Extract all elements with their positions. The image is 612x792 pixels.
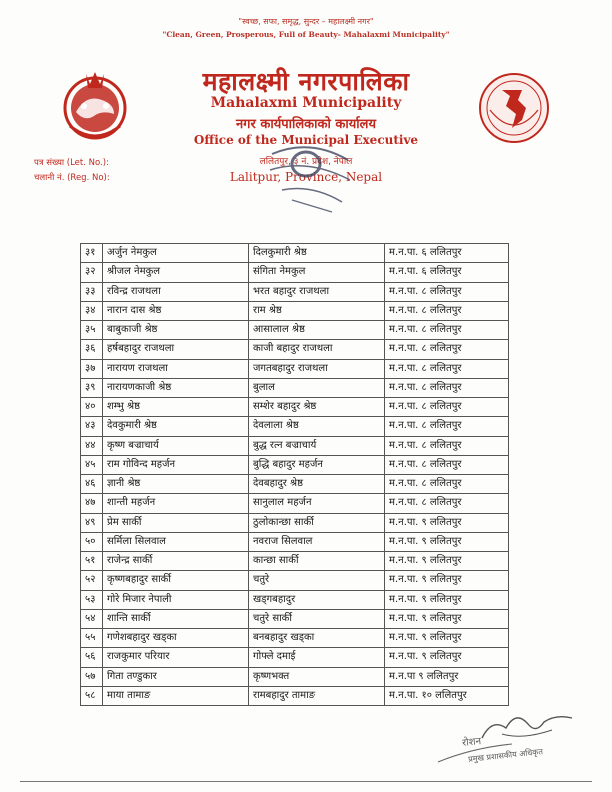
table-row (81, 436, 509, 455)
row-number: ५० (81, 532, 103, 551)
person-name: राजकुमार परियार (103, 648, 249, 667)
person-name: गोरे मिजार नेपाली (103, 590, 249, 609)
person-name: नारान दास श्रेष्ठ (103, 301, 249, 320)
parent-name: नवराज सिलवाल (249, 532, 385, 551)
table-row (81, 648, 509, 667)
row-number: ५४ (81, 609, 103, 628)
person-name: शान्ती महर्जन (103, 494, 249, 513)
person-name: ज्ञानी श्रेष्ठ (103, 475, 249, 494)
row-number: ४७ (81, 494, 103, 513)
address-cell: म.न.पा. ८ ललितपुर (385, 475, 509, 494)
slogan-nepali: "स्वच्छ, सफा, समृद्ध, सुन्दर – महालक्ष्मी नगर" (238, 17, 374, 26)
table-row (81, 378, 509, 397)
parent-name: काजी बहादुर राजथला (249, 340, 385, 359)
registration-number-label: चलानी नं. (Reg. No): (34, 173, 110, 183)
footer-divider (20, 781, 592, 782)
address-cell: म.न.पा. ८ ललितपुर (385, 455, 509, 474)
parent-name: आसालाल श्रेष्ठ (249, 321, 385, 340)
person-name: हर्षबहादुर राजथला (103, 340, 249, 359)
row-number: ४३ (81, 417, 103, 436)
table-row (81, 244, 509, 263)
row-number: ३१ (81, 244, 103, 263)
address-english: Lalitpur, Province, Nepal (229, 170, 383, 184)
parent-name: राम श्रेष्ठ (249, 301, 385, 320)
letter-number-label: पत्र संख्या (Let. No.): (34, 158, 109, 168)
row-number: ४० (81, 398, 103, 417)
address-cell: म.न.पा. ९ ललितपुर (385, 513, 509, 532)
address-cell: म.न.पा. ९ ललितपुर (385, 571, 509, 590)
row-number: ५३ (81, 590, 103, 609)
table-row (81, 513, 509, 532)
row-number: ५२ (81, 571, 103, 590)
table-row (81, 629, 509, 648)
table-row (81, 301, 509, 320)
table-row (81, 571, 509, 590)
office-title-nepali: नगर कार्यपालिकाको कार्यालय (235, 117, 377, 132)
address-cell: म.न.पा. ८ ललितपुर (385, 494, 509, 513)
signatory-name: रोशन (461, 736, 482, 749)
person-name: अर्जुन नेमकुल (103, 244, 249, 263)
table-row (81, 494, 509, 513)
person-name: प्रेम सार्की (103, 513, 249, 532)
row-number: ५५ (81, 629, 103, 648)
table-row (81, 475, 509, 494)
person-name: गणेशबहादुर खड्का (103, 629, 249, 648)
person-name: राम गोविन्द महर्जन (103, 455, 249, 474)
parent-name: दिलकुमारी श्रेष्ठ (249, 244, 385, 263)
address-cell: म.न.पा. ९ ललितपुर (385, 609, 509, 628)
parent-name: जगतबहादुर राजथला (249, 359, 385, 378)
parent-name: कृष्णभक्त (249, 667, 385, 686)
row-number: ५१ (81, 552, 103, 571)
table-row (81, 455, 509, 474)
row-number: ५७ (81, 667, 103, 686)
municipality-title-nepali: महालक्ष्मी नगरपालिका (202, 67, 410, 96)
address-cell: म.न.पा ९ ललितपुर (385, 667, 509, 686)
person-name: नारायणकाजी श्रेष्ठ (103, 378, 249, 397)
row-number: ४५ (81, 455, 103, 474)
parent-name: ठुलोकान्छा सार्की (249, 513, 385, 532)
table-row (81, 552, 509, 571)
address-cell: म.न.पा. ८ ललितपुर (385, 398, 509, 417)
table-row (81, 340, 509, 359)
parent-name: रामबहादुर तामाङ (249, 686, 385, 705)
recipient-list-body (81, 244, 509, 706)
row-number: ३५ (81, 321, 103, 340)
table-row (81, 282, 509, 301)
office-title-english: Office of the Municipal Executive (193, 133, 419, 147)
person-name: कृष्ण बज्राचार्य (103, 436, 249, 455)
parent-name: बुद्धि बहादुर महर्जन (249, 455, 385, 474)
parent-name: भरत बहादुर राजथला (249, 282, 385, 301)
person-name: सर्मिला सिलवाल (103, 532, 249, 551)
row-number: ४४ (81, 436, 103, 455)
row-number: ३९ (81, 378, 103, 397)
address-cell: म.न.पा. ८ ललितपुर (385, 340, 509, 359)
address-cell: म.न.पा. ९ ललितपुर (385, 629, 509, 648)
parent-name: देवलाला श्रेष्ठ (249, 417, 385, 436)
row-number: ३७ (81, 359, 103, 378)
address-cell: म.न.पा. ८ ललितपुर (385, 321, 509, 340)
person-name: बाबुकाजी श्रेष्ठ (103, 321, 249, 340)
person-name: नारायण राजथला (103, 359, 249, 378)
table-row (81, 263, 509, 282)
table-row (81, 321, 509, 340)
table-row (81, 417, 509, 436)
address-cell: म.न.पा. ९ ललितपुर (385, 532, 509, 551)
row-number: ४६ (81, 475, 103, 494)
table-row (81, 359, 509, 378)
address-cell: म.न.पा. ८ ललितपुर (385, 359, 509, 378)
address-cell: म.न.पा. ८ ललितपुर (385, 301, 509, 320)
parent-name: गोफ्ले दमाई (249, 648, 385, 667)
parent-name: खड्गबहादुर (249, 590, 385, 609)
row-number: ३२ (81, 263, 103, 282)
address-cell: म.न.पा. ८ ललितपुर (385, 282, 509, 301)
person-name: कृष्णबहादुर सार्की (103, 571, 249, 590)
table-row (81, 686, 509, 705)
address-cell: म.न.पा. ८ ललितपुर (385, 417, 509, 436)
row-number: ४९ (81, 513, 103, 532)
person-name: रविन्द्र राजथला (103, 282, 249, 301)
address-cell: म.न.पा. ८ ललितपुर (385, 436, 509, 455)
address-cell: म.न.पा. १० ललितपुर (385, 686, 509, 705)
person-name: राजेन्द्र सार्की (103, 552, 249, 571)
person-name: शान्ति सार्की (103, 609, 249, 628)
person-name: गिता तण्डुकार (103, 667, 249, 686)
person-name: देवकुमारी श्रेष्ठ (103, 417, 249, 436)
slogan-english: "Clean, Green, Prosperous, Full of Beauty- Mahalaxmi Municipality" (162, 30, 450, 39)
person-name: माया तामाङ (103, 686, 249, 705)
table-row (81, 532, 509, 551)
parent-name: बुलाल (249, 378, 385, 397)
address-cell: म.न.पा. ९ ललितपुर (385, 552, 509, 571)
parent-name: चतुरे सार्की (249, 609, 385, 628)
row-number: ५६ (81, 648, 103, 667)
municipality-title-english: Mahalaxmi Municipality (210, 95, 402, 111)
row-number: ३३ (81, 282, 103, 301)
parent-name: चतुरे (249, 571, 385, 590)
parent-name: बुद्ध रत्न बज्राचार्य (249, 436, 385, 455)
row-number: ५८ (81, 686, 103, 705)
address-cell: म.न.पा. ९ ललितपुर (385, 590, 509, 609)
parent-name: सम्शेर बहादुर श्रेष्ठ (249, 398, 385, 417)
parent-name: कान्छा सार्की (249, 552, 385, 571)
address-cell: म.न.पा. ८ ललितपुर (385, 378, 509, 397)
parent-name: बनबहादुर खड्का (249, 629, 385, 648)
parent-name: देवबहादुर श्रेष्ठ (249, 475, 385, 494)
address-cell: म.न.पा. ९ ललितपुर (385, 648, 509, 667)
parent-name: संगिता नेमकुल (249, 263, 385, 282)
parent-name: सानुलाल महर्जन (249, 494, 385, 513)
signatory-title: प्रमुख प्रशासकीय अधिकृत (467, 747, 544, 764)
rubber-stamp-icon (262, 140, 358, 220)
table-row (81, 398, 509, 417)
address-cell: म.न.पा. ६ ललितपुर (385, 244, 509, 263)
recipient-list-table (80, 243, 509, 706)
row-number: ३६ (81, 340, 103, 359)
row-number: ३४ (81, 301, 103, 320)
table-row (81, 609, 509, 628)
table-row (81, 667, 509, 686)
person-name: श्रीजल नेमकुल (103, 263, 249, 282)
table-row (81, 590, 509, 609)
address-cell: म.न.पा. ६ ललितपुर (385, 263, 509, 282)
address-nepali: ललितपुर, ३ नं. प्रदेश, नेपाल (259, 157, 353, 167)
person-name: शम्भु श्रेष्ठ (103, 398, 249, 417)
